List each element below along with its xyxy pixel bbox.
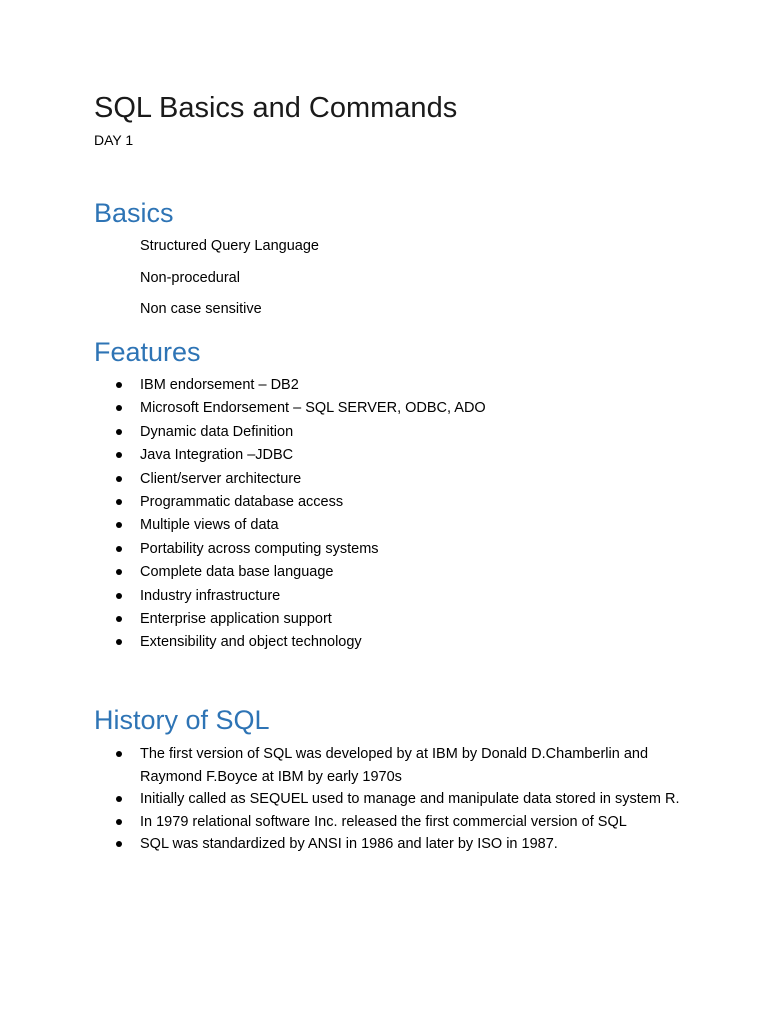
- features-item-text: Portability across computing systems: [140, 540, 379, 557]
- bullet-icon: [116, 405, 122, 411]
- bullet-icon: [116, 546, 122, 552]
- bullet-icon: [116, 639, 122, 645]
- history-item-text: SQL was standardized by ANSI in 1986 and later by ISO in 1987.: [140, 836, 558, 852]
- features-item: [116, 469, 486, 492]
- features-item-text: Programmatic database access: [140, 493, 344, 510]
- features-item: [116, 398, 486, 421]
- history-item-text: The first version of SQL was developed by at IBM by Donald D.Chamberlin and Raymond F.Boyce at IBM by early 1970s: [140, 746, 649, 785]
- bullet-icon: [116, 569, 122, 575]
- features-item-text: Client/server architecture: [140, 470, 302, 487]
- section-heading-history: History of SQL: [94, 705, 270, 735]
- basics-list: [140, 236, 319, 331]
- features-item: [116, 445, 486, 468]
- bullet-icon: [116, 593, 122, 599]
- features-item-text: Java Integration –JDBC: [140, 447, 294, 464]
- features-item: [116, 562, 486, 585]
- basics-item: Non case sensitive: [140, 301, 262, 317]
- bullet-icon: [116, 796, 122, 802]
- page-subtitle: DAY 1: [94, 132, 134, 148]
- bullet-icon: [116, 751, 122, 757]
- basics-item: Structured Query Language: [140, 238, 319, 254]
- bullet-icon: [116, 452, 122, 458]
- section-heading-basics: Basics: [94, 198, 174, 228]
- history-item: [116, 743, 696, 788]
- features-item: [116, 609, 486, 632]
- features-item: [116, 632, 486, 655]
- bullet-icon: [116, 382, 122, 388]
- history-item: [116, 788, 696, 811]
- bullet-icon: [116, 522, 122, 528]
- basics-item: Non-procedural: [140, 269, 240, 286]
- features-item-text: IBM endorsement – DB2: [140, 377, 299, 393]
- bullet-icon: [116, 616, 122, 622]
- features-item-text: Dynamic data Definition: [140, 423, 294, 440]
- features-item-text: Microsoft Endorsement – SQL SERVER, ODBC, ADO: [140, 400, 486, 417]
- history-item-text: Initially called as SEQUEL used to manage and manipulate data stored in system R.: [140, 791, 680, 807]
- features-item-text: Industry infrastructure: [140, 587, 281, 604]
- bullet-icon: [116, 841, 122, 847]
- history-item-text: In 1979 relational software Inc. released the first commercial version of SQL: [140, 813, 627, 830]
- features-item-text: Multiple views of data: [140, 517, 279, 534]
- history-list: [116, 743, 696, 856]
- features-item-text: Complete data base language: [140, 564, 334, 581]
- history-item: [116, 833, 696, 856]
- history-item: [116, 811, 696, 834]
- features-item: [116, 586, 486, 609]
- features-item: [116, 422, 486, 445]
- bullet-icon: [116, 499, 122, 505]
- features-item: [116, 515, 486, 538]
- section-heading-features: Features: [94, 337, 201, 367]
- features-list: [116, 375, 486, 656]
- bullet-icon: [116, 476, 122, 482]
- bullet-icon: [116, 429, 122, 435]
- bullet-icon: [116, 819, 122, 825]
- features-item: [116, 539, 486, 562]
- features-item-text: Enterprise application support: [140, 610, 332, 627]
- page-title: SQL Basics and Commands: [94, 92, 458, 124]
- features-item: [116, 492, 486, 515]
- features-item-text: Extensibility and object technology: [140, 634, 362, 651]
- features-item: [116, 375, 486, 398]
